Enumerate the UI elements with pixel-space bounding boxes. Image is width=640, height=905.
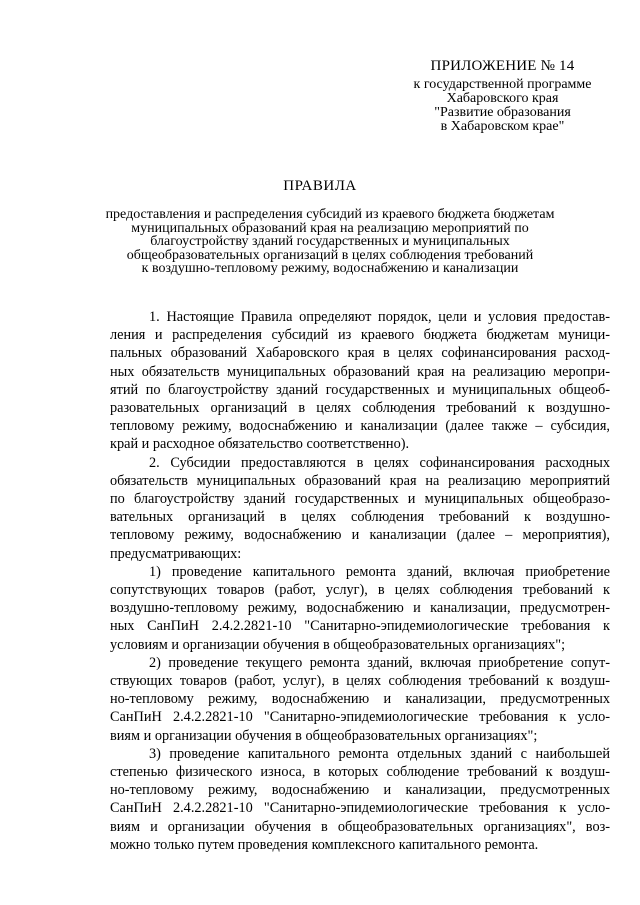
- paragraph-line: но-тепловому режиму, водоснабжению и канализации, предусмотренных: [110, 782, 610, 799]
- document-title: ПРАВИЛА: [283, 178, 357, 194]
- appendix-line: "Развитие образования: [434, 105, 571, 120]
- paragraph-line: виям и организации обучения в общеобразовательных организациях", воз-: [110, 818, 610, 835]
- paragraph: [110, 454, 610, 563]
- appendix-block: [395, 58, 610, 134]
- paragraph-line: по благоустройству зданий государственных и муниципальных общеобразо-: [110, 491, 610, 508]
- paragraph-line: обязательств муниципальных образований края на реализацию мероприятий: [110, 472, 610, 489]
- paragraph-line: виям и организации обучения в общеобразовательных организациях";: [110, 727, 538, 744]
- paragraph: [110, 745, 610, 854]
- paragraph-line: можно только путем проведения комплексного капитального ремонта.: [110, 836, 539, 853]
- paragraph-line: сопутствующих товаров (работ, услуг), в целях соблюдения требований к: [110, 582, 610, 599]
- appendix-line: Хабаровского края: [446, 91, 559, 106]
- document-body: [110, 308, 610, 854]
- paragraph-line: СанПиН 2.4.2.2821-10 "Санитарно-эпидемиологические требования к усло-: [110, 800, 610, 817]
- paragraph-line: разовательных организаций в целях соблюдения требований к воздушно-: [110, 400, 610, 417]
- paragraph-line: вательных организаций в целях соблюдения требований к воздушно-: [110, 509, 610, 526]
- subtitle-line: муниципальных образований края на реализацию мероприятий по: [131, 220, 529, 236]
- document-subtitle: [100, 208, 560, 276]
- paragraph-line: 2. Субсидии предоставляются в целях софинансирования расходных: [149, 454, 610, 471]
- paragraph-line: ных СанПиН 2.4.2.2821-10 "Санитарно-эпидемиологические требования к: [110, 618, 610, 635]
- paragraph-line: СанПиН 2.4.2.2821-10 "Санитарно-эпидемиологические требования к усло-: [110, 709, 610, 726]
- paragraph-line: предусматривающих:: [110, 545, 242, 562]
- subtitle-line: благоустройству зданий государственных и муниципальных: [150, 234, 510, 249]
- paragraph-line: ствующих товаров (работ, услуг), в целях соблюдения требований к воздуш-: [110, 673, 610, 690]
- paragraph-line: ятий по благоустройству зданий государственных и муниципальных общеоб-: [110, 381, 610, 398]
- paragraph-line: пальных образований Хабаровского края в целях софинансирования расход-: [110, 345, 610, 362]
- subtitle-line: предоставления и распределения субсидий из краевого бюджета бюджетам: [105, 207, 555, 222]
- paragraph: [110, 654, 610, 745]
- appendix-line: в Хабаровском крае": [440, 119, 565, 134]
- paragraph: [110, 563, 610, 654]
- paragraph-line: тепловому режиму, водоснабжению и канализации (далее – мероприятия),: [110, 527, 610, 544]
- paragraph-line: но-тепловому режиму, водоснабжению и канализации, предусмотренных: [110, 691, 610, 708]
- paragraph-line: тепловому режиму, водоснабжению и канализации (далее также – субсидия,: [110, 418, 610, 435]
- paragraph: [110, 308, 610, 454]
- appendix-number: ПРИЛОЖЕНИЕ № 14: [430, 58, 575, 74]
- paragraph-line: ления и распределения субсидий из краевого бюджета бюджетам муници-: [110, 327, 610, 344]
- paragraph-line: 3) проведение капитального ремонта отдельных зданий с наибольшей: [149, 745, 610, 762]
- subtitle-line: к воздушно-тепловому режиму, водоснабжению и канализации: [141, 261, 519, 276]
- paragraph-line: край и расходное обязательство соответственно).: [110, 436, 410, 453]
- paragraph-line: степенью физического износа, в которых соблюдение требований к воздуш-: [110, 764, 610, 781]
- paragraph-line: ных обязательств муниципальных образований края на реализацию меропри-: [110, 363, 610, 380]
- paragraph-line: условиям и организации обучения в общеобразовательных организациях";: [110, 636, 566, 653]
- paragraph-line: 1. Настоящие Правила определяют порядок, цели и условия предостав-: [149, 309, 610, 325]
- appendix-line: к государственной программе: [413, 77, 592, 92]
- paragraph-line: 1) проведение капитального ремонта зданий, включая приобретение: [149, 563, 610, 580]
- paragraph-line: воздушно-тепловому режиму, водоснабжению и канализации, предусмотрен-: [110, 600, 610, 617]
- subtitle-line: общеобразовательных организаций в целях соблюдения требований: [126, 247, 534, 263]
- paragraph-line: 2) проведение текущего ремонта зданий, включая приобретение сопут-: [149, 654, 610, 671]
